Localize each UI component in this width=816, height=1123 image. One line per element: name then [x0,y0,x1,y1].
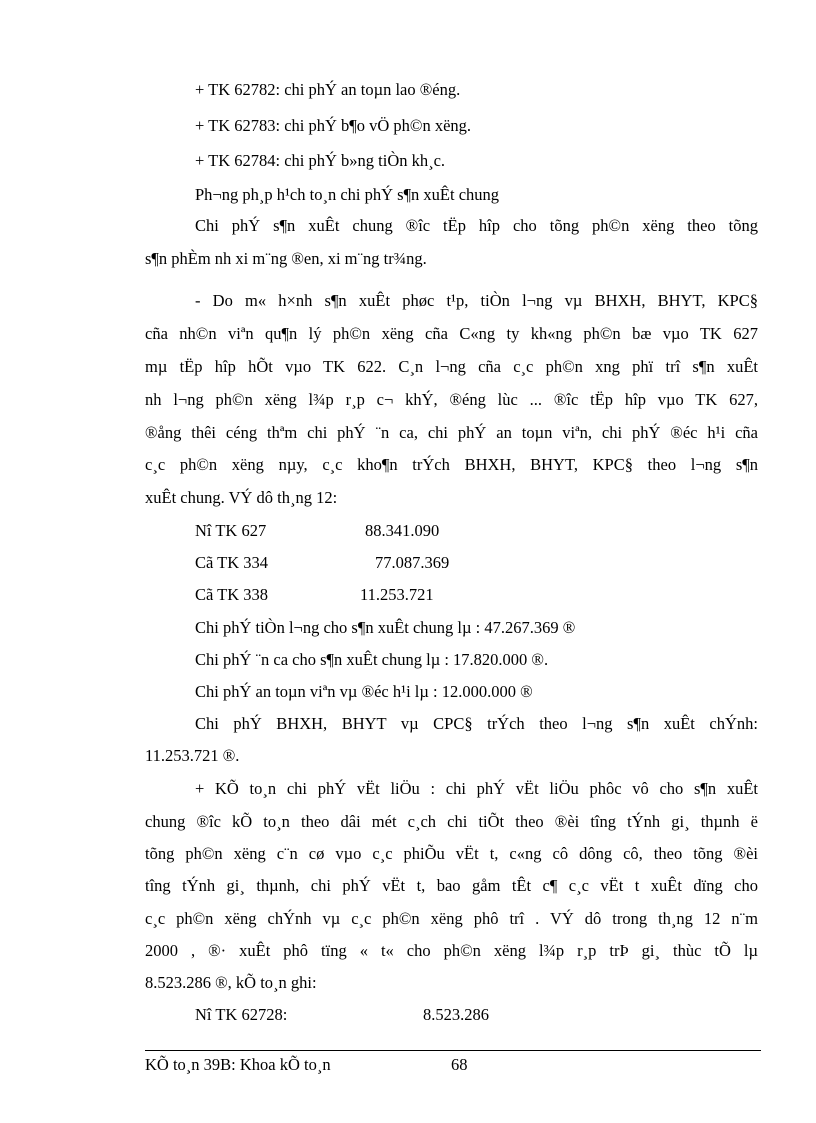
section-heading: Ph¬ng ph¸p h¹ch to¸n chi phÝ s¶n xuÊt chung [195,185,500,204]
text-line: Chi phÝ s¶n xuÊt chung ®îc tËp hîp cho tõng ph©n xëng theo tõng [195,216,758,235]
ledger-account: Cã TK 334 [195,553,269,572]
text-line: xuÊt chung. VÝ dô th¸ng 12: [145,488,338,507]
ledger-amount: 77.087.369 [375,553,450,572]
text-line: + TK 62782: chi phÝ an toµn lao ®éng. [195,80,461,99]
text-line: 2000 , ®· xuÊt phô tïng « t« cho ph©n xëng l¾p r¸p trÞ gi¸ thùc tÕ lµ [145,941,758,960]
text-line: + TK 62783: chi phÝ b¶o vÖ ph©n xëng. [195,116,472,135]
text-line: Chi phÝ BHXH, BHYT vµ CPC§ trÝch theo l¬ng s¶n xuÊt chÝnh: [195,714,758,733]
text-line: c¸c ph©n xëng nµy, c¸c kho¶n trÝch BHXH, BHYT, KPC§ theo l¬ng s¶n [145,455,758,474]
text-line: s¶n phÈm nh xi m¨ng ®en, xi m¨ng tr¾ng. [145,249,427,268]
ledger-account: Nî TK 62728: [195,1005,288,1024]
ledger-amount: 88.341.090 [365,521,440,540]
ledger-entry [195,553,449,573]
ledger-amount: 8.523.286 [423,1005,489,1024]
text-line: ®ång thêi céng thªm chi phÝ ¨n ca, chi phÝ an toµn viªn, chi phÝ ®éc h¹i cña [145,423,758,442]
text-line: - Do m« h×nh s¶n xuÊt phøc t¹p, tiÒn l¬ng vµ BHXH, BHYT, KPC§ [195,291,758,310]
footer-text: KÕ to¸n 39B: Khoa kÕ to¸n [145,1055,331,1074]
footer-divider [145,1050,761,1051]
ledger-account: Nî TK 627 [195,521,267,540]
text-line: + TK 62784: chi phÝ b»ng tiÒn kh¸c. [195,151,446,170]
ledger-entry [195,521,439,541]
text-line: Chi phÝ ¨n ca cho s¶n xuÊt chung lµ : 17.820.000 ®. [195,650,549,669]
text-line: mµ tËp hîp hÕt vµo TK 622. C¸n l¬ng cña c¸c ph©n xng phï trî s¶n xuÊt [145,357,758,376]
text-line: nh l¬ng ph©n xëng l¾p r¸p c¬ khÝ, ®éng lùc ... ®îc tËp hîp vµo TK 627, [145,390,758,409]
ledger-account: Cã TK 338 [195,585,269,604]
ledger-entry [195,1005,489,1025]
text-line: 8.523.286 ®, kÕ to¸n ghi: [145,973,317,992]
page-number: 68 [451,1055,468,1074]
ledger-entry [195,585,434,605]
ledger-amount: 11.253.721 [360,585,434,604]
text-line: c¸c ph©n xëng chÝnh vµ c¸c ph©n xëng phô trî . VÝ dô trong th¸ng 12 n¨m [145,909,758,928]
text-line: chung ®îc kÕ to¸n theo dâi mét c¸ch chi tiÕt theo ®èi tîng tÝnh gi¸ thµnh ë [145,812,758,831]
text-line: Chi phÝ tiÒn l¬ng cho s¶n xuÊt chung lµ : 47.267.369 ® [195,618,576,637]
text-line: Chi phÝ an toµn viªn vµ ®éc h¹i lµ : 12.000.000 ® [195,682,533,701]
text-line: cña nh©n viªn qu¶n lý ph©n xëng cña C«ng ty kh«ng ph©n bæ vµo TK 627 [145,324,758,343]
text-line: + KÕ to¸n chi phÝ vËt liÖu : chi phÝ vËt liÖu phôc vô cho s¶n xuÊt [195,779,758,798]
text-line: tîng tÝnh gi¸ thµnh, chi phÝ vËt t, bao gåm tÊt c¶ c¸c vËt t xuÊt dïng cho [145,876,758,895]
text-line: tõng ph©n xëng c¨n cø vµo c¸c phiÕu vËt t, c«ng cô dông cô, theo tõng ®èi [145,844,758,863]
text-line: 11.253.721 ®. [145,746,240,765]
